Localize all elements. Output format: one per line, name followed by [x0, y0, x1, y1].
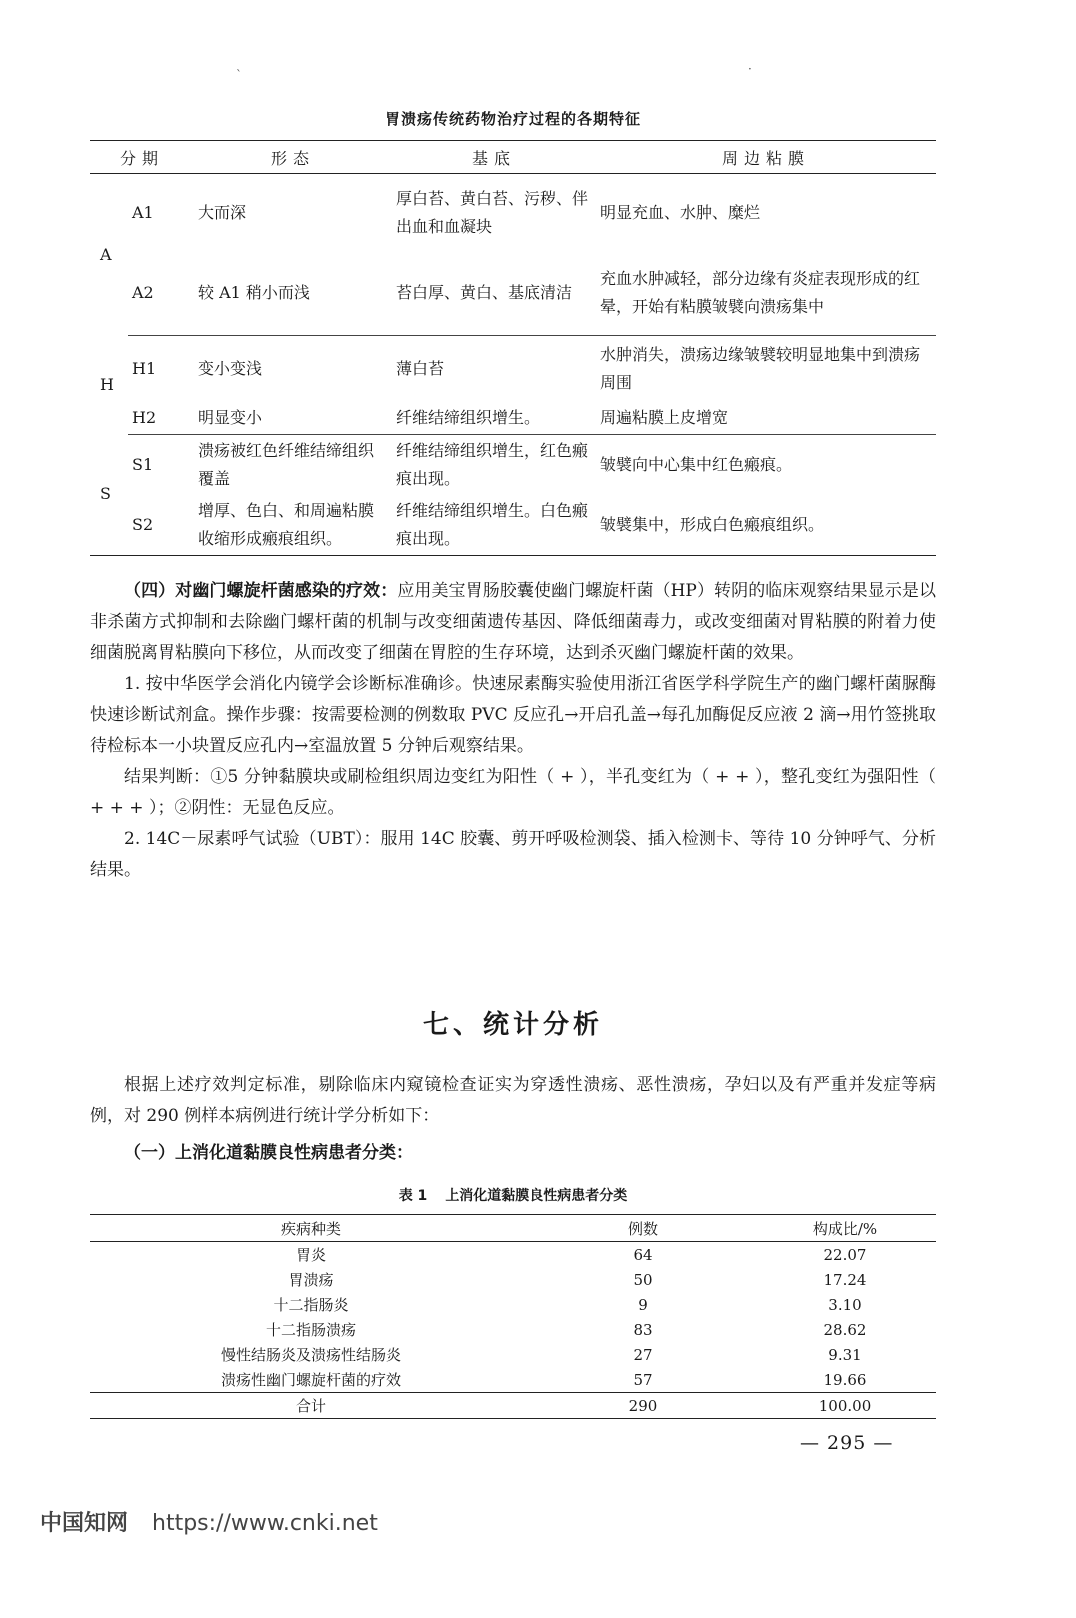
stage-code: S2	[128, 495, 194, 556]
paragraph-text: 应用美宝胃肠胶囊使幽门螺旋杆菌（HP）转阴的临床观察结果显示是以非杀菌方式抑制和去除幽门螺杆菌的机制与改变细菌遗传基因、降低细菌毒力，或改变细菌对胃粘膜的附着力使细菌脱离胃粘膜向下移位，从而改变了细菌在胃腔的生存环境，达到杀灭幽门螺旋杆菌的效果。	[90, 581, 937, 663]
page-number: — 295 —	[800, 1432, 894, 1454]
stage-code: H2	[128, 402, 194, 435]
table1-header-base: 基底	[392, 141, 596, 174]
cases-cell: 50	[633, 1270, 653, 1289]
table1-header-mucosa: 周边粘膜	[596, 141, 936, 174]
table-total-row	[90, 1393, 936, 1419]
disease-cell: 慢性结肠炎及溃疡性结肠炎	[220, 1346, 401, 1364]
total-label: 合计	[90, 1393, 532, 1419]
table2-header-cases: 例数	[532, 1215, 754, 1242]
paragraph-heading: （四）对幽门螺旋杆菌感染的疗效：	[124, 581, 398, 601]
watermark-footer	[40, 1506, 378, 1537]
table2-header-disease: 疾病种类	[90, 1215, 532, 1242]
table-row	[90, 1367, 936, 1393]
disease-cell: 胃溃疡	[288, 1271, 334, 1289]
section-title: 七、统计分析	[422, 1010, 603, 1040]
cases-cell: 57	[633, 1370, 653, 1389]
cnki-logo-text: 中国知网	[40, 1511, 129, 1536]
mucosa-cell: 皱襞集中，形成白色瘢痕组织。	[596, 495, 936, 556]
base-cell: 薄白苔	[396, 358, 445, 378]
base-cell: 厚白苔、黄白苔、污秽、伴出血和血凝块	[396, 188, 589, 236]
disease-cell: 十二指肠溃疡	[265, 1321, 356, 1339]
body-paragraphs	[90, 576, 936, 886]
mucosa-cell: 水肿消失，溃疡边缘皱襞较明显地集中到溃疡周围	[600, 344, 921, 392]
table-row	[90, 1317, 936, 1342]
morphology-cell: 大而深	[198, 202, 247, 222]
morphology-cell: 增厚、色白、和周遍粘膜收缩形成瘢痕组织。	[194, 495, 392, 556]
ratio-cell: 17.24	[823, 1270, 867, 1289]
morphology-cell: 较 A1 稍小而浅	[194, 252, 392, 336]
table-row	[90, 336, 936, 402]
base-cell: 纤维结缔组织增生，红色瘢痕出现。	[396, 440, 589, 488]
stage-code: A2	[128, 252, 194, 336]
table1-title: 胃溃疡传统药物治疗过程的各期特征	[384, 110, 641, 128]
morphology-cell: 变小变浅	[198, 358, 263, 378]
stage-group: S	[90, 434, 128, 555]
total-ratio: 100.00	[754, 1393, 936, 1419]
cases-cell: 64	[633, 1245, 653, 1264]
disease-classification-table	[90, 1214, 936, 1419]
table-row	[90, 402, 936, 435]
morphology-cell: 溃疡被红色纤维结缔组织覆盖	[198, 440, 375, 488]
stage-code: S1	[132, 454, 154, 474]
cases-cell: 83	[633, 1320, 653, 1339]
table-row	[90, 1242, 936, 1268]
ulcer-stage-table	[90, 140, 936, 556]
stage-code: H1	[132, 358, 157, 378]
disease-cell: 十二指肠炎	[273, 1296, 349, 1314]
mucosa-cell: 明显充血、水肿、糜烂	[600, 202, 761, 222]
table-row	[90, 1267, 936, 1292]
table1-header-morphology: 形态	[194, 141, 392, 174]
stage-code: A1	[132, 202, 154, 222]
disease-cell: 溃疡性幽门螺旋杆菌的疗效	[220, 1371, 401, 1389]
table2-title	[90, 1185, 936, 1205]
breath-test-paragraph: 2. 14C－尿素呼气试验（UBT）：服用 14C 胶囊、剪开呼吸检测袋、插入检测卡、等待 10 分钟呼气、分析结果。	[90, 829, 936, 880]
scan-mark: ˋ	[236, 68, 242, 82]
cases-cell: 27	[633, 1345, 653, 1364]
hp-efficacy-paragraph	[90, 576, 936, 669]
cnki-url: https://www.cnki.net	[152, 1511, 378, 1536]
mucosa-cell: 周遍粘膜上皮增宽	[596, 402, 936, 435]
mucosa-cell: 充血水肿减轻，部分边缘有炎症表现形成的红晕，开始有粘膜皱襞向溃疡集中	[596, 252, 936, 336]
stage-group: A	[100, 244, 112, 264]
base-cell: 苔白厚、黄白、基底清洁	[392, 252, 596, 336]
ratio-cell: 3.10	[828, 1295, 862, 1314]
table2-label: 表 1	[398, 1188, 428, 1204]
ratio-cell: 9.31	[828, 1345, 862, 1364]
total-cases: 290	[532, 1393, 754, 1419]
table1-header-stage: 分期	[90, 141, 194, 174]
table-row	[90, 434, 936, 495]
base-cell: 纤维结缔组织增生。白色瘢痕出现。	[392, 495, 596, 556]
morphology-cell: 明显变小	[194, 402, 392, 435]
mucosa-cell: 皱襞向中心集中红色瘢痕。	[600, 454, 793, 474]
result-judgement-paragraph: 结果判断：①5 分钟黏膜块或刷检组织周边变红为阳性（ + ），半孔变红为（ + + ），整孔变红为强阳性（ + + + ）；②阴性：无显色反应。	[90, 767, 936, 818]
disease-cell: 胃炎	[295, 1246, 326, 1264]
scan-mark: ·	[748, 62, 752, 76]
table2-caption: 上消化道黏膜良性病患者分类	[445, 1188, 628, 1204]
ratio-cell: 19.66	[823, 1370, 867, 1389]
table1-header-row	[90, 141, 936, 174]
table-row	[90, 495, 936, 556]
statistics-paragraph: 根据上述疗效判定标准，剔除临床内窥镜检查证实为穿透性溃疡、恶性溃疡，孕妇以及有严重并发症等病例，对 290 例样本病例进行统计学分析如下：	[90, 1075, 936, 1126]
ratio-cell: 22.07	[823, 1245, 867, 1264]
cases-cell: 9	[638, 1295, 648, 1314]
table2-header-ratio: 构成比/%	[754, 1215, 936, 1242]
subheading: （一）上消化道黏膜良性病患者分类：	[124, 1143, 413, 1163]
table-row	[90, 1342, 936, 1367]
table-row	[90, 1292, 936, 1317]
stage-group: H	[100, 374, 114, 394]
ratio-cell: 28.62	[823, 1320, 867, 1339]
statistics-intro	[90, 1070, 936, 1132]
base-cell: 纤维结缔组织增生。	[392, 402, 596, 435]
table2-header-row	[90, 1215, 936, 1242]
diagnosis-paragraph: 1. 按中华医学会消化内镜学会诊断标准确诊。快速尿素酶实验使用浙江省医学科学院生产的幽门螺杆菌脲酶快速诊断试剂盒。操作步骤：按需要检测的例数取 PVC 反应孔→开启孔盖→每孔加酶促反应液 2 滴→用竹签挑取待检标本一小块置反应孔内→室温放置 5 分钟后观察结果。	[90, 674, 936, 756]
table-row	[90, 252, 936, 336]
table-row	[90, 174, 936, 252]
